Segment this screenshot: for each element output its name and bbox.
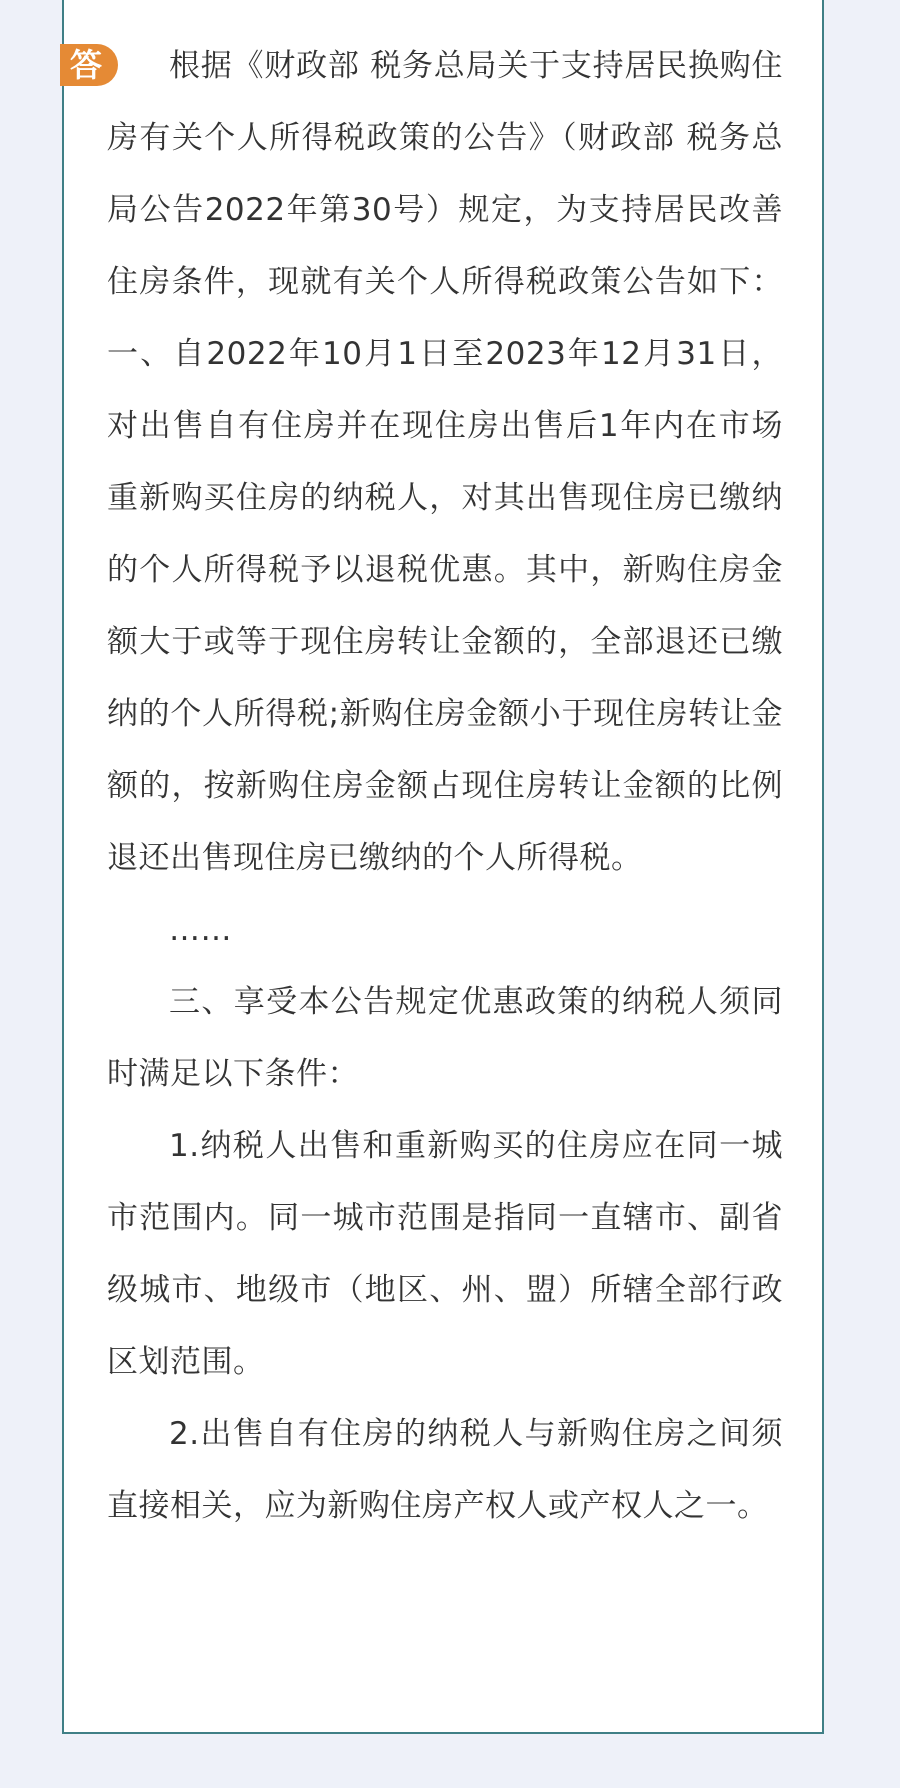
paragraph-condition-2: 2.出售自有住房的纳税人与新购住房之间须直接相关，应为新购住房产权人或产权人之一。	[107, 1416, 783, 1524]
paragraph-conditions: 三、享受本公告规定优惠政策的纳税人须同时满足以下条件：	[107, 984, 783, 1092]
paragraph-ellipsis: ……	[169, 912, 232, 948]
paragraph-condition-1: 1.纳税人出售和重新购买的住房应在同一城市范围内。同一城市范围是指同一直辖市、副省级城市、地级市（地区、州、盟）所辖全部行政区划范围。	[107, 1128, 783, 1380]
answer-badge: 答	[60, 44, 118, 86]
answer-content	[107, 30, 783, 1542]
paragraph-policy: 根据《财政部 税务总局关于支持居民换购住房有关个人所得税政策的公告》（财政部 税务总局公告2022年第30号）规定，为支持居民改善住房条件，现就有关个人所得税政策公告如下：一、自2022年10月1日至2023年12月31日，对出售自有住房并在现住房出售后1年内在市场重新购买住房的纳税人，对其出售现住房已缴纳的个人所得税予以退税优惠。其中，新购住房金额大于或等于现住房转让金额的，全部退还已缴纳的个人所得税;新购住房金额小于现住房转让金额的，按新购住房金额占现住房转让金额的比例退还出售现住房已缴纳的个人所得税。	[107, 48, 783, 876]
